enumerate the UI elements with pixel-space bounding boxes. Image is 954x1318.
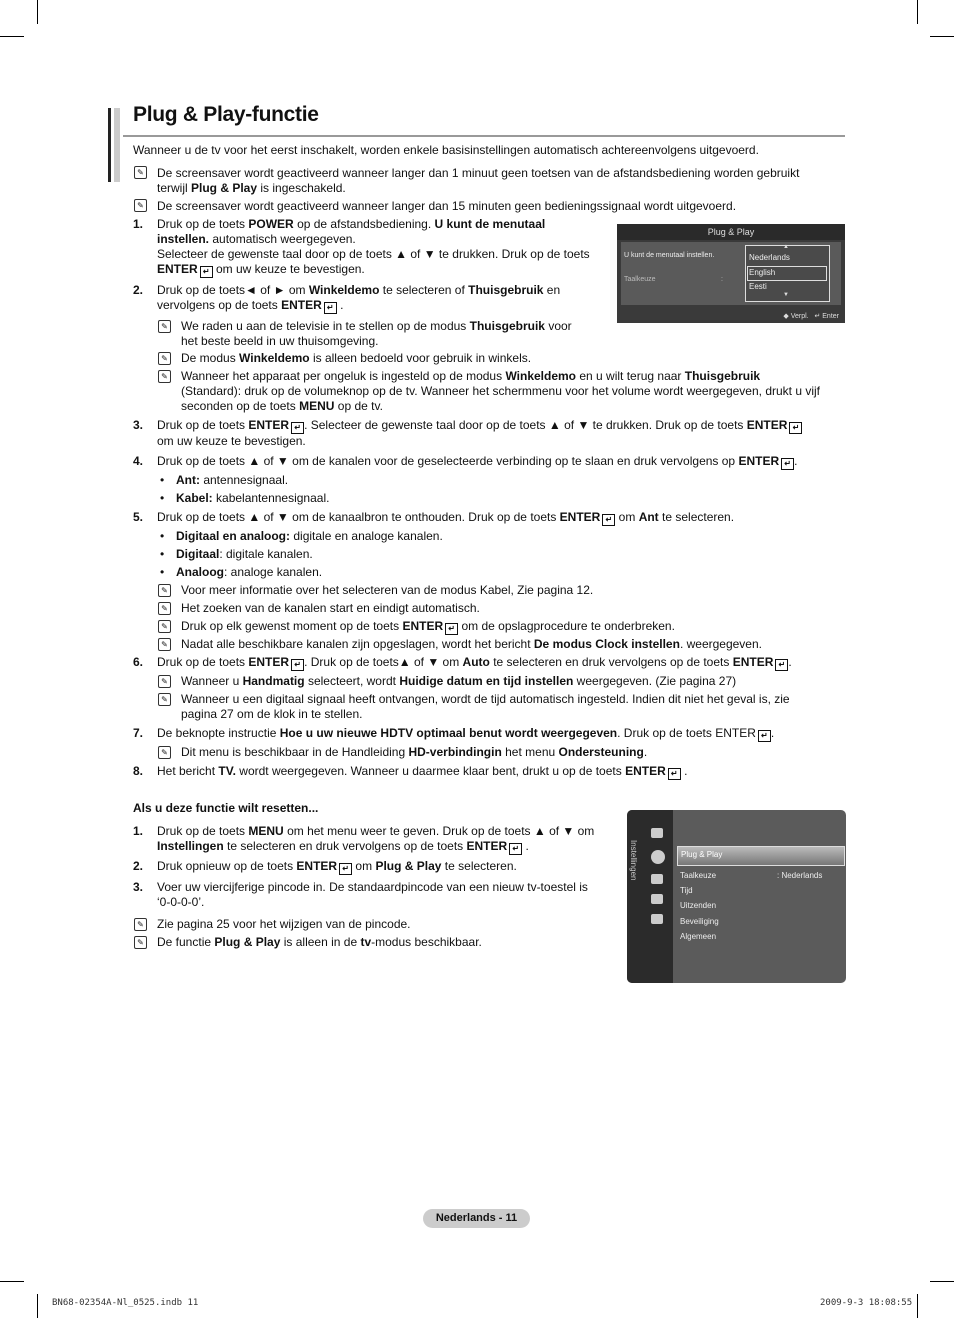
gear-icon[interactable] <box>651 850 665 864</box>
note-kabel: Voor meer informatie over het selecteren van de modus Kabel, Zie pagina 12. <box>181 583 594 597</box>
step-1-text: Druk op de toets POWER op de afstandsbediening. U kunt de menutaal instellen. automatisch weergegeven. Selecteer de gewenste taal door op de toets ▲ of ▼ te drukken. Druk op de toets ENTER ↵ om uw keuze te bevestigen. <box>157 217 590 276</box>
menu-item[interactable]: Taalkeuze <box>680 871 717 880</box>
instellingen-screen <box>627 810 846 983</box>
crop-mark <box>917 1294 918 1318</box>
menu-item[interactable]: Beveiliging <box>680 917 719 926</box>
crop-mark <box>37 1294 38 1318</box>
bullet-analoog: Analoog: analoge kanalen. <box>176 565 323 579</box>
bullet-digitaal-analoog: Digitaal en analoog: digitale en analoge kanalen. <box>176 529 443 543</box>
step-3-text: Druk op de toets ENTER ↵ . Selecteer de gewenste taal door op de toets ▲ of ▼ te drukken. Druk op de toets ENTER ↵ om uw keuze te bevestigen. <box>157 418 847 449</box>
enter-icon: ↵ <box>291 659 304 671</box>
step-number: 1. <box>133 824 144 838</box>
note-screensaver-2: De screensaver wordt geactiveerd wanneer langer dan 15 minuten geen bedieningssignaal wordt uitgevoerd. <box>157 199 737 213</box>
enter-icon: ↵ <box>324 302 337 314</box>
step-number: 8. <box>133 764 144 778</box>
menu-item[interactable]: Tijd <box>680 886 693 895</box>
note-screensaver-1: De screensaver wordt geactiveerd wanneer langer dan 1 minuut geen toetsen van de afstandsbediening worden gebruikt terwijl Plug & Play is ingeschakeld. <box>157 166 800 195</box>
reset-step-3: Voer uw viercijferige pincode in. De standaardpincode van een nieuw tv-toestel is ‘0-0-0-0’. <box>157 880 588 909</box>
step-number: 7. <box>133 726 144 740</box>
enter-icon: ↵ <box>602 514 615 526</box>
enter-icon: ↵ <box>789 422 802 434</box>
enter-icon: ↵ <box>200 266 213 278</box>
note-icon: ✎ <box>158 693 171 706</box>
bullet: • <box>160 491 165 505</box>
note-icon: ✎ <box>158 638 171 651</box>
page-title: Plug & Play-functie <box>133 103 319 126</box>
bullet: • <box>160 529 165 543</box>
step-number: 3. <box>133 418 144 432</box>
step-2-text: Druk op de toets◄ of ► om Winkeldemo te selecteren of Thuisgebruik en vervolgens op de toets ENTER ↵ . <box>157 283 561 312</box>
language-option[interactable]: Nederlands <box>749 253 790 262</box>
language-label: Taalkeuze <box>624 276 656 283</box>
move-icon: ◆ <box>783 313 789 320</box>
enter-icon: ↵ <box>339 863 352 875</box>
enter-icon: ↵ <box>781 458 794 470</box>
side-label: Instellingen <box>629 840 638 881</box>
note-handleiding: Dit menu is beschikbaar in de Handleiding HD-verbindingin het menu Ondersteuning. <box>181 745 648 759</box>
note-clock: Nadat alle beschikbare kanalen zijn opgeslagen, wordt het bericht De modus Clock instellen. weergegeven. <box>181 637 762 651</box>
screen-panel <box>621 242 841 305</box>
note-icon: ✎ <box>134 918 147 931</box>
screen-label: U kunt de menutaal instellen. <box>624 252 715 259</box>
step-number: 2. <box>133 859 144 873</box>
step-7-text: De beknopte instructie Hoe u uw nieuwe HDTV optimaal benut wordt weergegeven. Druk op de toets ENTER ↵ . <box>157 726 775 740</box>
enter-icon: ↵ <box>814 313 821 320</box>
bullet: • <box>160 473 165 487</box>
note-onderbreken: Druk op elk gewenst moment op de toets ENTER ↵ om de opslagprocedure te onderbreken. <box>181 619 675 633</box>
note-thuisgebruik: We raden u aan de televisie in te stellen op de modus Thuisgebruik voor het beste beeld in uw thuisomgeving. <box>181 319 572 348</box>
arrow-up-icon: ▲ <box>783 244 789 250</box>
note-icon: ✎ <box>158 352 171 365</box>
language-option[interactable]: Eesti <box>749 282 767 291</box>
reset-step-2: Druk opnieuw op de toets ENTER ↵ om Plug & Play te selecteren. <box>157 859 517 873</box>
step-4-text: Druk op de toets ▲ of ▼ om de kanalen voor de geselecteerde verbinding op te slaan en druk vervolgens op ENTER ↵ . <box>157 454 798 468</box>
step-number: 5. <box>133 510 144 524</box>
crop-mark <box>0 1281 24 1282</box>
menu-item-selected[interactable]: Plug & Play <box>677 846 845 866</box>
bullet: • <box>160 547 165 561</box>
note-icon: ✎ <box>158 746 171 759</box>
menu-sidebar <box>627 810 673 983</box>
screen-header: Plug & Play <box>617 224 845 240</box>
bullet-digitaal: Digitaal: digitale kanalen. <box>176 547 313 561</box>
note-icon: ✎ <box>158 370 171 383</box>
note-icon: ✎ <box>158 675 171 688</box>
note-icon: ✎ <box>158 320 171 333</box>
note-icon: ✎ <box>158 602 171 615</box>
enter-icon: ↵ <box>509 843 522 855</box>
note-icon: ✎ <box>134 166 147 179</box>
step-5-text: Druk op de toets ▲ of ▼ om de kanaalbron te onthouden. Druk op de toets ENTER ↵ om Ant te selecteren. <box>157 510 735 524</box>
step-number: 3. <box>133 880 144 894</box>
crop-mark <box>930 1281 954 1282</box>
step-number: 4. <box>133 454 144 468</box>
arrow-down-icon: ▼ <box>783 292 789 298</box>
bullet-kabel: Kabel: kabelantennesignaal. <box>176 491 330 505</box>
plug-play-screen <box>617 224 845 323</box>
crop-mark <box>37 0 38 24</box>
note-icon: ✎ <box>134 199 147 212</box>
bullet: • <box>160 565 165 579</box>
note-reset-mode: Wanneer het apparaat per ongeluk is ingesteld op de modus Winkeldemo en u wilt terug naar Thuisgebruik (Standard): druk op de volumeknop op de tv. Wanneer het schermmenu voor het volume wordt weergegeven, drukt u vijf seconden op de toets MENU op de tv. <box>181 369 820 413</box>
enter-icon: ↵ <box>445 623 458 635</box>
menu-value: : Nederlands <box>777 871 823 880</box>
crop-mark <box>917 0 918 24</box>
picture-icon[interactable] <box>651 828 663 838</box>
language-option-selected[interactable]: English <box>749 268 776 277</box>
menu-item[interactable]: Uitzenden <box>680 901 717 910</box>
step-6-text: Druk op de toets ENTER ↵ . Druk op de toets▲ of ▼ om Auto te selecteren en druk vervolgens op de toets ENTER ↵ . <box>157 655 792 669</box>
step-number: 6. <box>133 655 144 669</box>
step-number: 2. <box>133 283 144 297</box>
step-8-text: Het bericht TV. wordt weergegeven. Wanneer u daarmee klaar bent, drukt u op de toets ENTER ↵ . <box>157 764 688 778</box>
title-rule <box>123 135 845 137</box>
note-icon: ✎ <box>158 584 171 597</box>
enter-icon: ↵ <box>668 768 681 780</box>
intro-text: Wanneer u de tv voor het eerst inschakelt, worden enkele basisinstellingen automatisch achtereenvolgens uitgevoerd. <box>133 143 759 157</box>
section-bar-shade <box>114 108 120 182</box>
language-list[interactable] <box>745 245 830 302</box>
note-icon: ✎ <box>158 620 171 633</box>
reset-step-1: Druk op de toets MENU om het menu weer te geven. Druk op de toets ▲ of ▼ om Instellingen te selecteren en druk vervolgens op de toets ENTER ↵ . <box>157 824 595 853</box>
crop-mark <box>930 36 954 37</box>
note-icon: ✎ <box>134 936 147 949</box>
note-tv-modus: De functie Plug & Play is alleen in de tv-modus beschikbaar. <box>157 935 482 949</box>
note-winkeldemo: De modus Winkeldemo is alleen bedoeld voor gebruik in winkels. <box>181 351 532 365</box>
support-icon[interactable] <box>651 914 663 924</box>
screen-footer: ◆ Verpl. ↵ Enter <box>783 313 839 320</box>
step-number: 1. <box>133 217 144 231</box>
enter-icon: ↵ <box>291 422 304 434</box>
note-pincode: Zie pagina 25 voor het wijzigen van de pincode. <box>157 917 411 931</box>
enter-icon: ↵ <box>758 730 771 742</box>
page-footer: Nederlands - 11 <box>423 1209 530 1228</box>
crop-mark <box>0 36 24 37</box>
note-digitaal-signaal: Wanneer u een digitaal signaal heeft ontvangen, wordt de tijd automatisch ingesteld. Indien dit niet het geval is, zie pagina 27 om de klok in te stellen. <box>181 692 790 721</box>
note-handmatig: Wanneer u Handmatig selecteert, wordt Huidige datum en tijd instellen weergegeven. (Zie pagina 27) <box>181 674 737 688</box>
channel-icon[interactable] <box>651 874 663 884</box>
menu-item[interactable]: Algemeen <box>680 932 717 941</box>
print-file-info: BN68-02354A-Nl_0525.indb 11 <box>52 1298 199 1308</box>
colon: : <box>721 276 723 283</box>
input-icon[interactable] <box>651 894 663 904</box>
note-zoeken: Het zoeken van de kanalen start en eindigt automatisch. <box>181 601 480 615</box>
bullet-ant: Ant: antennesignaal. <box>176 473 289 487</box>
section-bar <box>108 108 111 182</box>
enter-icon: ↵ <box>775 659 788 671</box>
print-timestamp: 2009-9-3 18:08:55 <box>820 1298 913 1308</box>
reset-heading: Als u deze functie wilt resetten... <box>133 801 319 815</box>
